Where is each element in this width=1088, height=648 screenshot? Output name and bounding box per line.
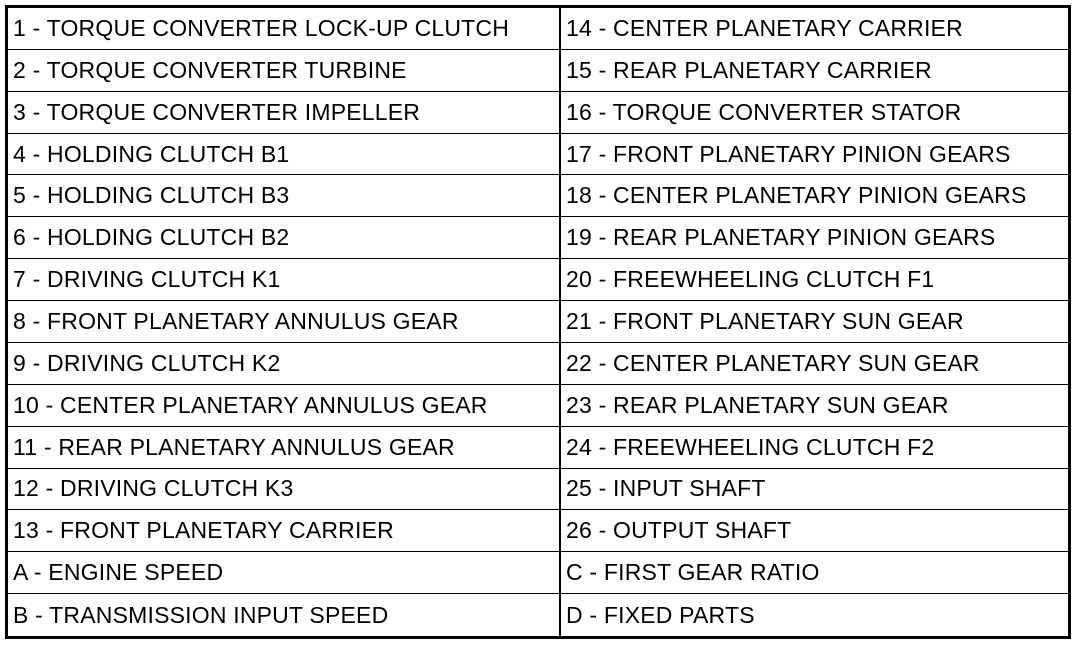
legend-item: 6 - HOLDING CLUTCH B2 [8,217,561,259]
legend-item: 9 - DRIVING CLUTCH K2 [8,343,561,385]
legend-item: 22 - CENTER PLANETARY SUN GEAR [561,343,1068,385]
legend-item: 14 - CENTER PLANETARY CARRIER [561,8,1068,50]
legend-item: 26 - OUTPUT SHAFT [561,510,1068,552]
legend-table [5,5,1071,639]
legend-item: 18 - CENTER PLANETARY PINION GEARS [561,175,1068,217]
legend-item: 19 - REAR PLANETARY PINION GEARS [561,217,1068,259]
legend-item: 10 - CENTER PLANETARY ANNULUS GEAR [8,385,561,427]
legend-item: D - FIXED PARTS [566,601,755,628]
legend-item: A - ENGINE SPEED [8,552,561,594]
legend-item: 16 - TORQUE CONVERTER STATOR [561,92,1068,134]
legend-item: 17 - FRONT PLANETARY PINION GEARS [561,134,1068,176]
legend-item: 2 - TORQUE CONVERTER TURBINE [8,50,561,92]
legend-item: 13 - FRONT PLANETARY CARRIER [8,510,561,552]
legend-item: B - TRANSMISSION INPUT SPEED [8,594,561,636]
legend-item: 12 - DRIVING CLUTCH K3 [8,469,561,511]
legend-item: 5 - HOLDING CLUTCH B3 [8,175,561,217]
legend-item: 11 - REAR PLANETARY ANNULUS GEAR [8,427,561,469]
legend-item: 24 - FREEWHEELING CLUTCH F2 [561,427,1068,469]
legend-item: 20 - FREEWHEELING CLUTCH F1 [561,259,1068,301]
legend-item: 23 - REAR PLANETARY SUN GEAR [561,385,1068,427]
legend-item: 25 - INPUT SHAFT [561,469,1068,511]
legend-item: 15 - REAR PLANETARY CARRIER [561,50,1068,92]
legend-item: 1 - TORQUE CONVERTER LOCK-UP CLUTCH [8,8,561,50]
legend-item: 4 - HOLDING CLUTCH B1 [8,134,561,176]
legend-item: 21 - FRONT PLANETARY SUN GEAR [561,301,1068,343]
legend-item: 3 - TORQUE CONVERTER IMPELLER [8,92,561,134]
legend-item: 8 - FRONT PLANETARY ANNULUS GEAR [8,301,561,343]
legend-item: 7 - DRIVING CLUTCH K1 [8,259,561,301]
legend-item: C - FIRST GEAR RATIO [561,552,1068,594]
